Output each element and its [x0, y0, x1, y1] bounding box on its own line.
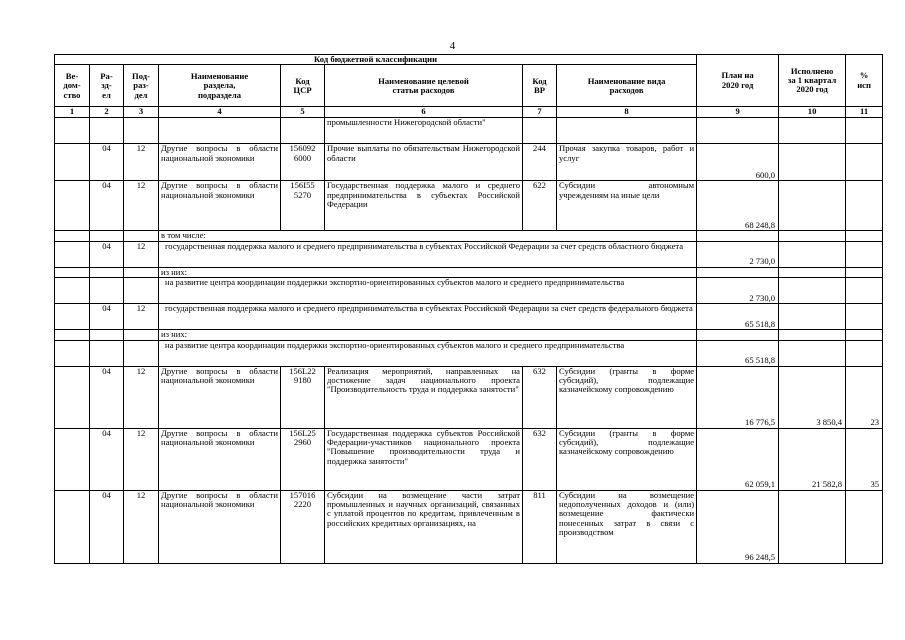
subtotal-description-cell: на развитие центра координации поддержки экспортно-ориентированных субъектов малого и среднего предпринимательства [159, 340, 697, 366]
subtotal-description-cell: на развитие центра координации поддержки экспортно-ориентированных субъектов малого и среднего предпринимательства [159, 278, 697, 304]
vr-code-cell: 244 [523, 144, 557, 181]
percent-cell [846, 278, 883, 304]
department-cell [55, 304, 90, 330]
section-code-cell [90, 118, 124, 144]
department-cell [55, 181, 90, 231]
subsection-code-cell: 12 [124, 144, 159, 181]
csr-code-cell [281, 118, 325, 144]
section-name-cell: Другие вопросы в области национальной экономики [159, 366, 281, 428]
vr-code-cell [523, 118, 557, 144]
section-code-cell: 04 [90, 144, 124, 181]
section-code-cell: 04 [90, 241, 124, 267]
vr-name-cell: Субсидии автономным учреждениям на иные цели [557, 181, 697, 231]
column-number: 11 [846, 107, 883, 118]
table-row [55, 304, 883, 330]
executed-amount-cell [779, 278, 846, 304]
csr-code-cell: 156L25 2960 [281, 428, 325, 490]
table-row [55, 231, 883, 241]
section-code-cell: 04 [90, 366, 124, 428]
section-name-cell [159, 118, 281, 144]
executed-amount-cell [779, 241, 846, 267]
vr-name-cell: Субсидии на возмещение недополученных доходов и (или) возмещение фактически понесенных затрат в связи с производством [557, 490, 697, 563]
executed-amount-cell [779, 330, 846, 340]
section-code-cell [90, 278, 124, 304]
department-cell [55, 144, 90, 181]
plan-amount-cell: 96 248,5 [697, 490, 779, 563]
percent-cell [846, 144, 883, 181]
table-row [55, 144, 883, 181]
department-cell [55, 330, 90, 340]
executed-amount-cell [779, 304, 846, 330]
plan-amount-cell: 65 518,8 [697, 304, 779, 330]
plan-amount-cell [697, 118, 779, 144]
column-number: 2 [90, 107, 124, 118]
subsection-code-cell: 12 [124, 428, 159, 490]
table-row [55, 340, 883, 366]
percent-cell [846, 267, 883, 277]
subsection-code-cell: 12 [124, 490, 159, 563]
plan-amount-cell [697, 231, 779, 241]
section-name-cell: Другие вопросы в области национальной экономики [159, 181, 281, 231]
column-number: 9 [697, 107, 779, 118]
csr-name-cell: Субсидии на возмещение части затрат промышленных и научных организаций, связанных с уплатой процентов по кредитам, привлеченным в российских кредитных организациях, на [325, 490, 523, 563]
table-row [55, 181, 883, 231]
section-name-cell: Другие вопросы в области национальной экономики [159, 144, 281, 181]
table-row [55, 278, 883, 304]
csr-code-cell: 157016 2220 [281, 490, 325, 563]
column-number: 10 [779, 107, 846, 118]
percent-cell [846, 490, 883, 563]
vr-code-cell: 811 [523, 490, 557, 563]
percent-cell: 35 [846, 428, 883, 490]
column-number: 5 [281, 107, 325, 118]
table-row [55, 241, 883, 267]
section-code-cell [90, 340, 124, 366]
col-header-vr-code: Код ВР [523, 65, 557, 107]
csr-name-cell: Государственная поддержка малого и среднего предпринимательства в субъектах Российской Федерации [325, 181, 523, 231]
subsection-code-cell: 12 [124, 241, 159, 267]
column-number: 1 [55, 107, 90, 118]
column-number-row [55, 107, 883, 118]
subsection-code-cell: 12 [124, 366, 159, 428]
executed-amount-cell [779, 118, 846, 144]
vr-name-cell: Субсидии (гранты в форме субсидий), подлежащие казначейскому сопровождению [557, 428, 697, 490]
budget-table [54, 54, 883, 564]
plan-amount-cell: 68 248,8 [697, 181, 779, 231]
subsection-code-cell [124, 340, 159, 366]
table-row [55, 366, 883, 428]
col-header-section-name: Наименование раздела, подраздела [159, 65, 281, 107]
plan-amount-cell [697, 330, 779, 340]
csr-name-cell: Государственная поддержка субъектов Российской Федерации-участников национального проекта "Повышение производительности труда и поддержка занятости" [325, 428, 523, 490]
col-header-csr-name: Наименование целевой статьи расходов [325, 65, 523, 107]
csr-name-cell: промышленности Нижегородской области" [325, 118, 523, 144]
section-code-cell [90, 231, 124, 241]
subtotal-label-cell: в том числе: [159, 231, 697, 241]
column-number: 7 [523, 107, 557, 118]
plan-amount-cell: 600,0 [697, 144, 779, 181]
plan-amount-cell: 65 518,8 [697, 340, 779, 366]
department-cell [55, 267, 90, 277]
executed-amount-cell [779, 490, 846, 563]
subsection-code-cell [124, 231, 159, 241]
vr-name-cell [557, 118, 697, 144]
section-name-cell: Другие вопросы в области национальной экономики [159, 490, 281, 563]
col-header-department: Ве- дом- ство [55, 65, 90, 107]
subsection-code-cell: 12 [124, 181, 159, 231]
col-header-executed: Исполнено за 1 квартал 2020 год [779, 55, 846, 107]
percent-cell [846, 304, 883, 330]
csr-name-cell: Реализация мероприятий, направленных на достижение задач национального проекта "Производительность труда и поддержка занятости" [325, 366, 523, 428]
col-header-section: Ра- зд- ел [90, 65, 124, 107]
table-row [55, 118, 883, 144]
csr-code-cell: 156L22 9180 [281, 366, 325, 428]
percent-cell [846, 181, 883, 231]
percent-cell [846, 330, 883, 340]
classification-group-header: Код бюджетной классификации [55, 55, 697, 65]
executed-amount-cell [779, 181, 846, 231]
plan-amount-cell: 2 730,0 [697, 241, 779, 267]
column-number: 4 [159, 107, 281, 118]
executed-amount-cell [779, 231, 846, 241]
page-number: 4 [449, 40, 456, 52]
column-number: 3 [124, 107, 159, 118]
section-code-cell [90, 267, 124, 277]
subsection-code-cell: 12 [124, 304, 159, 330]
table-row [55, 330, 883, 340]
section-name-cell: Другие вопросы в области национальной экономики [159, 428, 281, 490]
plan-amount-cell: 2 730,0 [697, 278, 779, 304]
department-cell [55, 428, 90, 490]
table-row [55, 267, 883, 277]
csr-code-cell: 156092 6000 [281, 144, 325, 181]
col-header-vr-name: Наименование вида расходов [557, 65, 697, 107]
department-cell [55, 490, 90, 563]
section-code-cell: 04 [90, 490, 124, 563]
column-number: 8 [557, 107, 697, 118]
subsection-code-cell [124, 118, 159, 144]
col-header-plan: План на 2020 год [697, 55, 779, 107]
subsection-code-cell [124, 330, 159, 340]
col-header-csr-code: Код ЦСР [281, 65, 325, 107]
subtotal-description-cell: государственная поддержка малого и среднего предпринимательства в субъектах Российской Федерации за счет средств областного бюджета [159, 241, 697, 267]
vr-code-cell: 632 [523, 428, 557, 490]
department-cell [55, 241, 90, 267]
table-row [55, 428, 883, 490]
vr-code-cell: 622 [523, 181, 557, 231]
col-header-subsection: Под- раз- дел [124, 65, 159, 107]
department-cell [55, 231, 90, 241]
col-header-percent: % исп [846, 55, 883, 107]
column-number: 6 [325, 107, 523, 118]
executed-amount-cell [779, 267, 846, 277]
percent-cell [846, 231, 883, 241]
section-code-cell: 04 [90, 428, 124, 490]
vr-name-cell: Субсидии (гранты в форме субсидий), подлежащие казначейскому сопровождению [557, 366, 697, 428]
subtotal-label-cell: из них: [159, 267, 697, 277]
plan-amount-cell: 62 059,1 [697, 428, 779, 490]
department-cell [55, 118, 90, 144]
executed-amount-cell [779, 144, 846, 181]
subtotal-label-cell: из них: [159, 330, 697, 340]
subtotal-description-cell: государственная поддержка малого и среднего предпринимательства в субъектах Российской Федерации за счет средств федерального бюджета [159, 304, 697, 330]
percent-cell [846, 241, 883, 267]
percent-cell: 23 [846, 366, 883, 428]
percent-cell [846, 118, 883, 144]
subsection-code-cell [124, 267, 159, 277]
table-row [55, 490, 883, 563]
executed-amount-cell: 21 582,8 [779, 428, 846, 490]
csr-name-cell: Прочие выплаты по обязательствам Нижегородской области [325, 144, 523, 181]
plan-amount-cell: 16 776,5 [697, 366, 779, 428]
plan-amount-cell [697, 267, 779, 277]
department-cell [55, 340, 90, 366]
section-code-cell: 04 [90, 304, 124, 330]
department-cell [55, 278, 90, 304]
department-cell [55, 366, 90, 428]
section-code-cell [90, 330, 124, 340]
executed-amount-cell: 3 850,4 [779, 366, 846, 428]
subsection-code-cell [124, 278, 159, 304]
vr-name-cell: Прочая закупка товаров, работ и услуг [557, 144, 697, 181]
csr-code-cell: 156I55 5270 [281, 181, 325, 231]
section-code-cell: 04 [90, 181, 124, 231]
vr-code-cell: 632 [523, 366, 557, 428]
percent-cell [846, 340, 883, 366]
executed-amount-cell [779, 340, 846, 366]
